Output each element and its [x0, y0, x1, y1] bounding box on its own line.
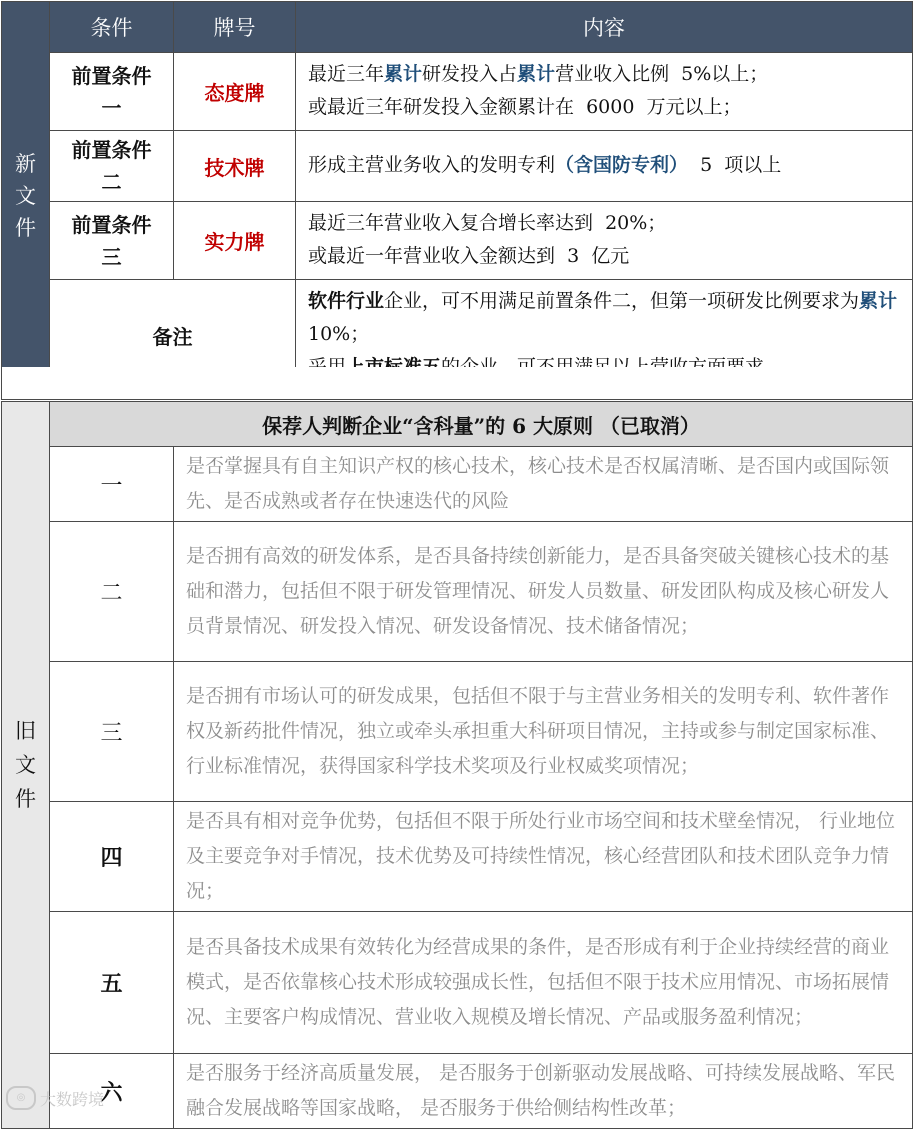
text-segment: 10%； [308, 290, 904, 345]
condition-row-1 [2, 53, 913, 131]
bold-text: 软件行业 [308, 290, 385, 312]
highlighted-text: 累计 [859, 290, 898, 312]
condition-content [296, 53, 913, 131]
new-table-header-row [2, 2, 913, 53]
card-label: 技术牌 [174, 131, 296, 202]
principle-row [2, 662, 913, 802]
content-line [308, 285, 906, 351]
condition-label: 前置条件 一 [50, 53, 174, 131]
principle-text: 是否拥有高效的研发体系，是否具备持续创新能力，是否具备突破关键核心技术的基础和潜力，包括但不限于研发管理情况、研发人员数量、研发团队构成及核心研发人员背景情况、研发投入情况、研发设备情况、技术储备情况； [174, 522, 913, 662]
principle-text: 是否掌握具有自主知识产权的核心技术，核心技术是否权属清晰、是否国内或国际领先、是否成熟或者存在快速迭代的风险 [174, 447, 913, 522]
header-content: 内容 [296, 2, 913, 53]
principle-row [2, 1054, 913, 1129]
text-segment: 最近三年营业收入复合增长率达到 20%； [308, 212, 667, 234]
note-label: 备注 [50, 280, 296, 391]
principle-row [2, 912, 913, 1054]
old-section-label: 旧 文 件 [2, 402, 50, 1129]
condition-content [296, 131, 913, 202]
principle-number: 二 [50, 522, 174, 662]
old-rules-table [1, 401, 913, 1129]
principle-number: 一 [50, 447, 174, 522]
highlighted-text: 累计 [517, 63, 556, 85]
content-line [308, 58, 906, 91]
principle-number: 四 [50, 802, 174, 912]
highlighted-text: （含国防专利） [555, 154, 689, 176]
content-line [308, 207, 906, 240]
text-segment: 形成主营业务收入的发明专利 [308, 154, 556, 176]
content-line [308, 149, 906, 182]
condition-content [296, 202, 913, 280]
text-segment: 营业收入比例 5%以上； [555, 63, 769, 85]
highlighted-text: 累计 [384, 63, 423, 85]
condition-row-2 [2, 131, 913, 202]
content-line [308, 91, 906, 124]
principle-row [2, 447, 913, 522]
text-segment: 研发投入占 [422, 63, 518, 85]
header-condition: 条件 [50, 2, 174, 53]
principle-row [2, 802, 913, 912]
condition-label: 前置条件 二 [50, 131, 174, 202]
principle-row [2, 522, 913, 662]
text-segment: 企业，可不用满足前置条件二，但第一项研发比例要求为 [384, 290, 860, 312]
old-section-title: 保荐人判断企业“含科量”的 6 大原则 （已取消） [50, 402, 913, 447]
principle-text: 是否具有相对竞争优势，包括但不限于所处行业市场空间和技术壁垒情况， 行业地位及主要竞争对手情况，技术优势及可持续性情况，核心经营团队和技术团队竞争力情况； [174, 802, 913, 912]
principle-text: 是否服务于经济高质量发展， 是否服务于创新驱动发展战略、可持续发展战略、军民融合发展战略等国家战略， 是否服务于供给侧结构性改革； [174, 1054, 913, 1129]
text-segment: 或最近一年营业收入金额达到 3 亿元 [308, 245, 630, 267]
new-rules-table [1, 1, 913, 391]
card-label: 态度牌 [174, 53, 296, 131]
principle-number: 六 [50, 1054, 174, 1129]
watermark-text: 大数跨境 [40, 1089, 105, 1109]
watermark [6, 1086, 104, 1110]
condition-label: 前置条件 三 [50, 202, 174, 280]
condition-row-3 [2, 202, 913, 280]
card-label: 实力牌 [174, 202, 296, 280]
principle-text: 是否具备技术成果有效转化为经营成果的条件，是否形成有利于企业持续经营的商业模式，是否依靠核心技术形成较强成长性，包括但不限于技术应用情况、市场拓展情况、主要客户构成情况、营业收入规模及增长情况、产品或服务盈利情况； [174, 912, 913, 1054]
principle-text: 是否拥有市场认可的研发成果，包括但不限于与主营业务相关的发明专利、软件著作权及新药批件情况，独立或牵头承担重大科研项目情况，主持或参与制定国家标准、行业标准情况，获得国家科学技术奖项及行业权威奖项情况； [174, 662, 913, 802]
content-line [308, 240, 906, 273]
principle-number: 五 [50, 912, 174, 1054]
text-segment: 或最近三年研发投入金额累计在 6000 万元以上； [308, 96, 742, 118]
text-segment: 最近三年 [308, 63, 385, 85]
header-card: 牌号 [174, 2, 296, 53]
new-section-label: 新 文 件 [2, 2, 50, 391]
logo-icon: ◎ [6, 1086, 36, 1110]
text-segment: 5 项以上 [688, 154, 782, 176]
principle-number: 三 [50, 662, 174, 802]
old-title-row [2, 402, 913, 447]
section-divider [1, 367, 913, 400]
